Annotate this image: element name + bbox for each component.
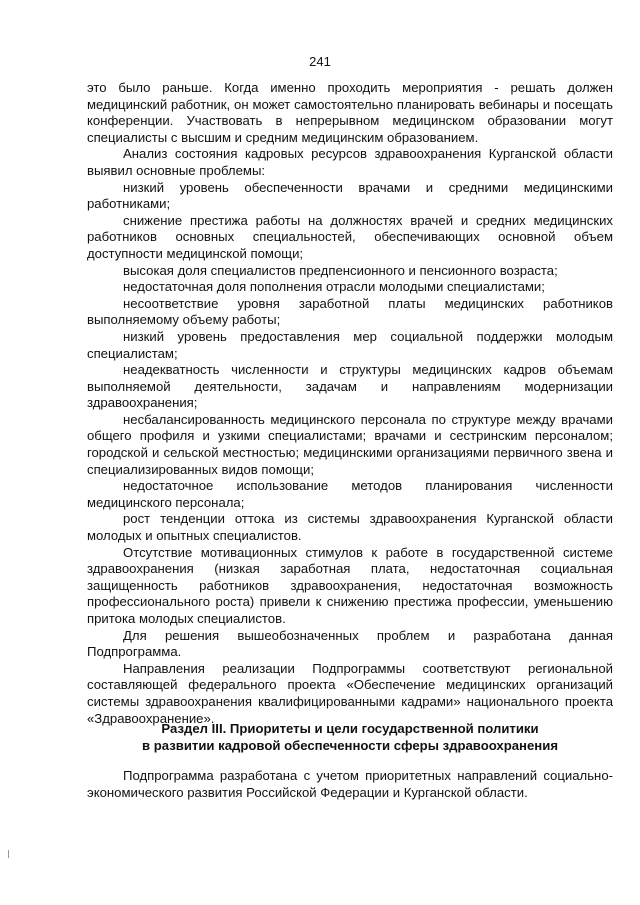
section-heading-line: Раздел III. Приоритеты и цели государственной политики [161, 721, 539, 736]
list-item: недостаточное использование методов планирования численности медицинского персонала; [87, 478, 613, 510]
paragraph: Подпрограмма разработана с учетом приоритетных направлений социально-экономического развития Российской Федерации и Курганской области. [87, 768, 613, 800]
list-item: неадекватность численности и структуры медицинских кадров объемам выполняемой деятельности, задачам и направлениям модернизации здравоохранения; [87, 362, 613, 411]
margin-mark [8, 850, 9, 858]
paragraph: Направления реализации Подпрограммы соответствуют региональной составляющей федерального проекта «Обеспечение медицинских организаций системы здравоохранения квалифицированными кадрами» национального проекта «Здравоохранение». [87, 660, 613, 726]
list-item: высокая доля специалистов предпенсионного и пенсионного возраста; [123, 262, 558, 278]
list-item: низкий уровень предоставления мер социальной поддержки молодым специалистам; [87, 328, 613, 361]
list-item: низкий уровень обеспеченности врачами и средними медицинскими работниками; [87, 179, 613, 212]
list-item: недостаточная доля пополнения отрасли молодыми специалистами; [123, 279, 545, 295]
paragraph: Анализ состояния кадровых ресурсов здравоохранения Курганской области выявил основные проблемы: [87, 146, 613, 178]
body-text [87, 80, 613, 727]
paragraph: Для решения вышеобозначенных проблем и разработана данная Подпрограмма. [87, 627, 613, 660]
paragraph: это было раньше. Когда именно проходить мероприятия - решать должен медицинский работник, он может самостоятельно планировать вебинары и посещать конференции. Участвовать в непрерывном медицинском образовании могут специалисты с высшим и средним медицинским образованием. [87, 80, 613, 145]
list-item: рост тенденции оттока из системы здравоохранения Курганской области молодых и опытных специалистов. [87, 511, 613, 544]
section-heading [87, 720, 613, 754]
page-number: 241 [309, 54, 331, 69]
section-body [87, 768, 613, 801]
list-item: несбалансированность медицинского персонала по структуре между врачами общего профиля и узкими специалистами; врачами и сестринским персоналом; городской и сельской местностью; медицинскими организациями первичного звена и специализированных видов помощи; [87, 411, 613, 477]
section-heading-line: в развитии кадровой обеспеченности сферы здравоохранения [142, 738, 558, 753]
paragraph: Отсутствие мотивационных стимулов к работе в государственной системе здравоохранения (низкая заработная плата, недостаточная социальная защищенность работников здравоохранения, недостаточная возможность профессионального роста) привели к снижению престижа профессии, уменьшению притока молодых специалистов. [87, 544, 613, 626]
list-item: снижение престижа работы на должностях врачей и средних медицинских работников основных специальностей, обеспечивающих основной объем доступности медицинской помощи; [87, 212, 613, 261]
list-item: несоответствие уровня заработной платы медицинских работников выполняемому объему работы; [87, 295, 613, 328]
